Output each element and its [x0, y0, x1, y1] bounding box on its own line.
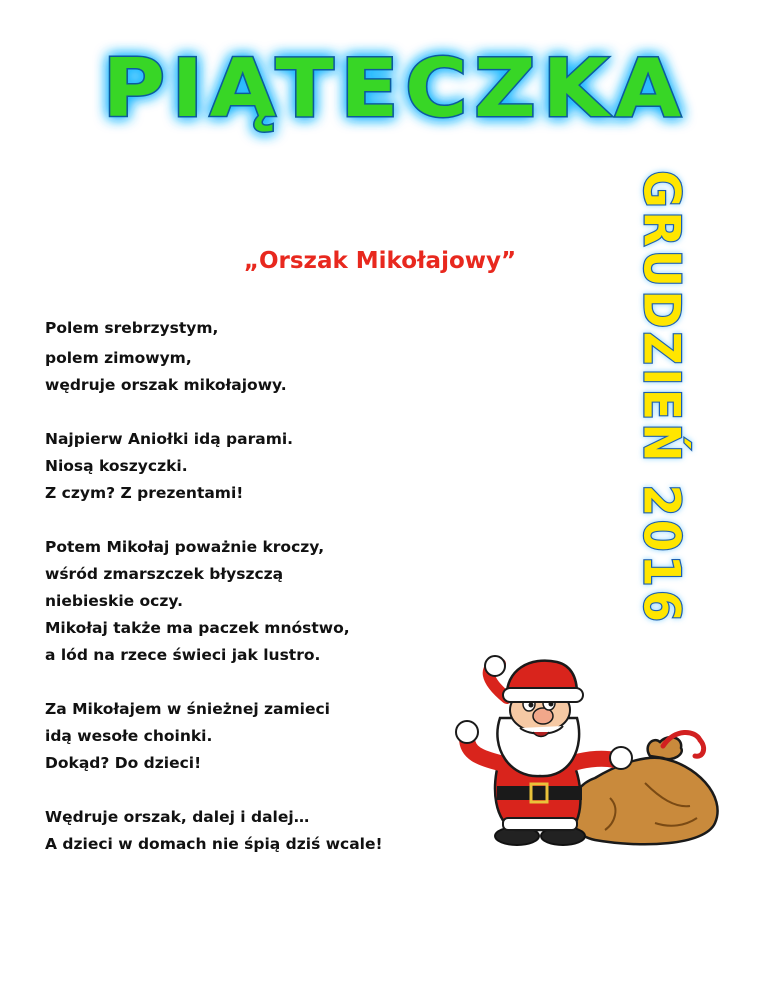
poem-line: polem zimowym,	[45, 349, 192, 367]
sack-icon	[571, 732, 718, 844]
stanza-gap	[45, 507, 605, 534]
poem-line: Dokąd? Do dzieci!	[45, 754, 202, 772]
side-title-graphic	[632, 166, 710, 672]
side-title	[632, 166, 710, 672]
poem-title: „Orszak Mikołajowy”	[243, 248, 517, 274]
poem-line: Z czym? Z prezentami!	[45, 484, 244, 502]
poem-line: a lód na rzece świeci jak lustro.	[45, 646, 321, 664]
poem-line: Niosą koszyczki.	[45, 457, 188, 475]
poem-line: idą wesołe choinki.	[45, 727, 213, 745]
stanza-gap	[45, 399, 605, 426]
masthead-title: PIĄTECZKA	[102, 42, 688, 135]
masthead-graphic	[85, 28, 705, 148]
poem-line: Potem Mikołaj poważnie kroczy,	[45, 538, 325, 556]
poem-line: Za Mikołajem w śnieżnej zamieci	[45, 700, 330, 718]
poem-line: wśród zmarszczek błyszczą	[45, 565, 284, 583]
poem-line: wędruje orszak mikołajowy.	[45, 376, 287, 394]
poem-line: Najpierw Aniołki idą parami.	[45, 430, 294, 448]
poem-line: Mikołaj także ma paczek mnóstwo,	[45, 619, 350, 637]
santa-with-sack-icon	[445, 658, 735, 848]
poem-line: Wędruje orszak, dalej i dalej…	[45, 808, 310, 826]
masthead	[85, 28, 705, 148]
santa-illustration	[445, 658, 735, 848]
poem-line: A dzieci w domach nie śpią dziś wcale!	[45, 835, 383, 853]
santa-hat	[485, 656, 583, 702]
poem-line: Polem srebrzystym,	[45, 319, 219, 337]
poem-line: niebieskie oczy.	[45, 592, 183, 610]
side-title-text: GRUDZIEŃ 2016	[632, 170, 691, 672]
